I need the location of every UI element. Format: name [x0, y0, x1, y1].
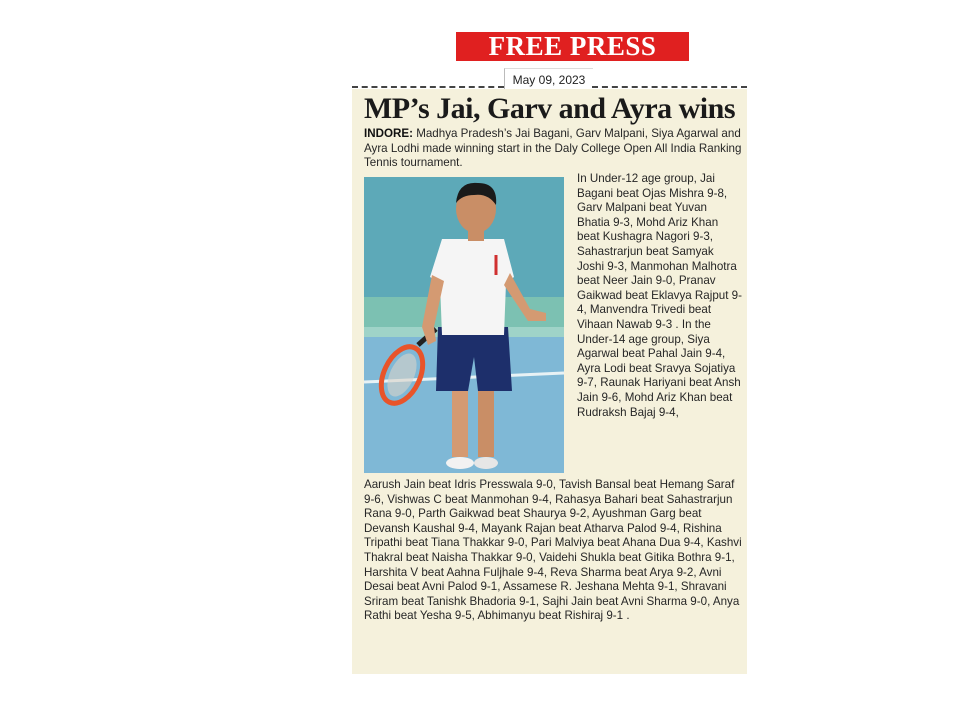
- masthead-logo: [456, 32, 689, 61]
- dashed-divider-left: [352, 86, 504, 88]
- article-dateline: INDORE:: [364, 127, 413, 140]
- article-lead: [364, 127, 742, 171]
- publication-date: May 09, 2023: [504, 68, 593, 91]
- newspaper-clipping: [352, 89, 747, 674]
- tennis-player-photo: [364, 177, 564, 473]
- article-headline: MP’s Jai, Garv and Ayra wins: [363, 92, 735, 125]
- article-results-text: Aarush Jain beat Idris Presswala 9-0, Tavish Bansal beat Hemang Saraf 9-6, Vishwas C beat Manmohan 9-4, Rahasya Bahari beat Sahastrarjun Rana 9-0, Parth Gaikwad beat Shaurya 9-2, Ayushman Garg beat Devansh Kaushal 9-4, Mayank Rajan beat Atharva Palod 9-4, Rishina Tripathi beat Tiana Thakkar 9-0, Pari Malviya beat Ahana Dua 9-4, Kashvi Thakral beat Naisha Thakkar 9-0, Vaidehi Shukla beat Gitika Bothra 9-1, Harshita V beat Aahna Fuljhale 9-4, Reva Sharma beat Arya 9-2, Avni Desai beat Avni Palod 9-1, Assamese R. Jeshana Mehta 9-1, Shravani Sriram beat Tanishk Bhadoria 9-1, Sajhi Jain beat Avni Sharma 9-0, Anya Rathi beat Yesha 9-5, Abhimanyu beat Rishiraj 9-1 .: [364, 478, 742, 623]
- article-column-text: In Under-12 age group, Jai Bagani beat Ojas Mishra 9-8, Garv Malpani beat Yuvan Bhatia 9-3, Mohd Ariz Khan beat Kushagra Nagori 9-3, Sahastrarjun beat Samyak Joshi 9-3, Manmohan Malhotra beat Neer Jain 9-0, Pranav Gaikwad beat Eklavya Rajput 9-4, Manvendra Trivedi beat Vihaan Nawab 9-3 . In the Under-14 age group, Siya Agarwal beat Pahal Jain 9-4, Ayra Lodi beat Sravya Sojatiya 9-7, Raunak Hariyani beat Ansh Jain 9-6, Mohd Ariz Khan beat Rudraksh Bajaj 9-4,: [577, 172, 742, 419]
- article-lead-text: Madhya Pradesh’s Jai Bagani, Garv Malpani, Siya Agarwal and Ayra Lodhi made winning start in the Daly College Open All India Ranking Tennis tournament.: [364, 127, 742, 170]
- masthead-title: FREE PRESS: [488, 31, 657, 61]
- dashed-divider-right: [592, 86, 747, 88]
